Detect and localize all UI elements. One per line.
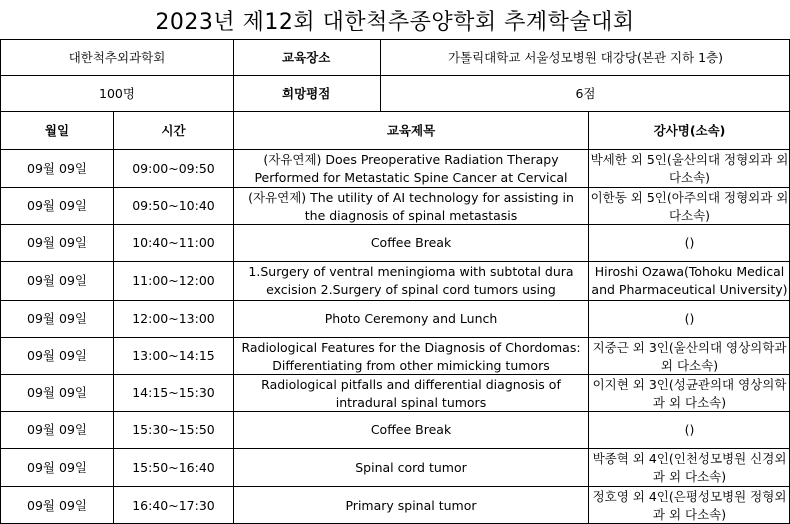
row-date: 09월 09일 [0, 149, 113, 187]
organizer-cell: 대한척추외과학회 [0, 39, 233, 75]
capacity-cell: 100명 [0, 75, 233, 111]
row-date: 09월 09일 [0, 374, 113, 411]
row-date: 09월 09일 [0, 187, 113, 224]
row-date: 09월 09일 [0, 411, 113, 448]
row-date: 09월 09일 [0, 486, 113, 524]
row-speaker: 지중근 외 3인(울산의대 영상의학과 외 다소속) [588, 337, 790, 374]
row-speaker: () [588, 300, 790, 337]
row-speaker: () [588, 411, 790, 448]
score-value: 6점 [380, 75, 790, 111]
row-time: 15:30~15:50 [113, 411, 233, 448]
row-time: 16:40~17:30 [113, 486, 233, 524]
row-speaker: 박종혁 외 4인(인천성모병원 신경외과 외 다소속) [588, 448, 790, 486]
score-label: 희망평점 [233, 75, 380, 111]
row-speaker: 이지현 외 3인(성균관의대 영상의학과 외 다소속) [588, 374, 790, 411]
row-topic: Coffee Break [233, 411, 588, 448]
row-time: 11:00~12:00 [113, 261, 233, 300]
row-topic: Spinal cord tumor [233, 448, 588, 486]
row-time: 15:50~16:40 [113, 448, 233, 486]
row-time: 10:40~11:00 [113, 224, 233, 261]
row-topic: 1.Surgery of ventral meningioma with subtotal dura excision 2.Surgery of spinal cord tumors using [233, 261, 588, 300]
row-speaker: 박세한 외 5인(울산의대 정형외과 외 다소속) [588, 149, 790, 187]
header-speaker: 강사명(소속) [588, 111, 790, 149]
row-date: 09월 09일 [0, 261, 113, 300]
row-speaker: 이한동 외 5인(아주의대 정형외과 외 다소속) [588, 187, 790, 224]
row-topic: (자유연제) The utility of AI technology for assisting in the diagnosis of spinal metastasis [233, 187, 588, 224]
row-time: 14:15~15:30 [113, 374, 233, 411]
header-topic: 교육제목 [233, 111, 588, 149]
row-speaker: 정호영 외 4인(은평성모병원 정형외과 외 다소속) [588, 486, 790, 524]
row-topic: Photo Ceremony and Lunch [233, 300, 588, 337]
row-time: 12:00~13:00 [113, 300, 233, 337]
row-topic: Radiological pitfalls and differential diagnosis of intradural spinal tumors [233, 374, 588, 411]
row-topic: Radiological Features for the Diagnosis of Chordomas: Differentiating from other mimicking tumors [233, 337, 588, 374]
row-speaker: () [588, 224, 790, 261]
document-title: 2023년 제12회 대한척추종양학회 추계학술대회 [155, 9, 635, 35]
row-date: 09월 09일 [0, 224, 113, 261]
header-time: 시간 [113, 111, 233, 149]
venue-value: 가톨릭대학교 서울성모병원 대강당(본관 지하 1층) [380, 39, 790, 75]
row-speaker: Hiroshi Ozawa(Tohoku Medical and Pharmaceutical University) [588, 261, 790, 300]
row-time: 13:00~14:15 [113, 337, 233, 374]
venue-label: 교육장소 [233, 39, 380, 75]
row-topic: (자유연제) Does Preoperative Radiation Therapy Performed for Metastatic Spine Cancer at Cervical [233, 149, 588, 187]
row-topic: Coffee Break [233, 224, 588, 261]
row-date: 09월 09일 [0, 448, 113, 486]
row-time: 09:00~09:50 [113, 149, 233, 187]
row-date: 09월 09일 [0, 337, 113, 374]
row-time: 09:50~10:40 [113, 187, 233, 224]
row-topic: Primary spinal tumor [233, 486, 588, 524]
row-date: 09월 09일 [0, 300, 113, 337]
header-date: 월일 [0, 111, 113, 149]
